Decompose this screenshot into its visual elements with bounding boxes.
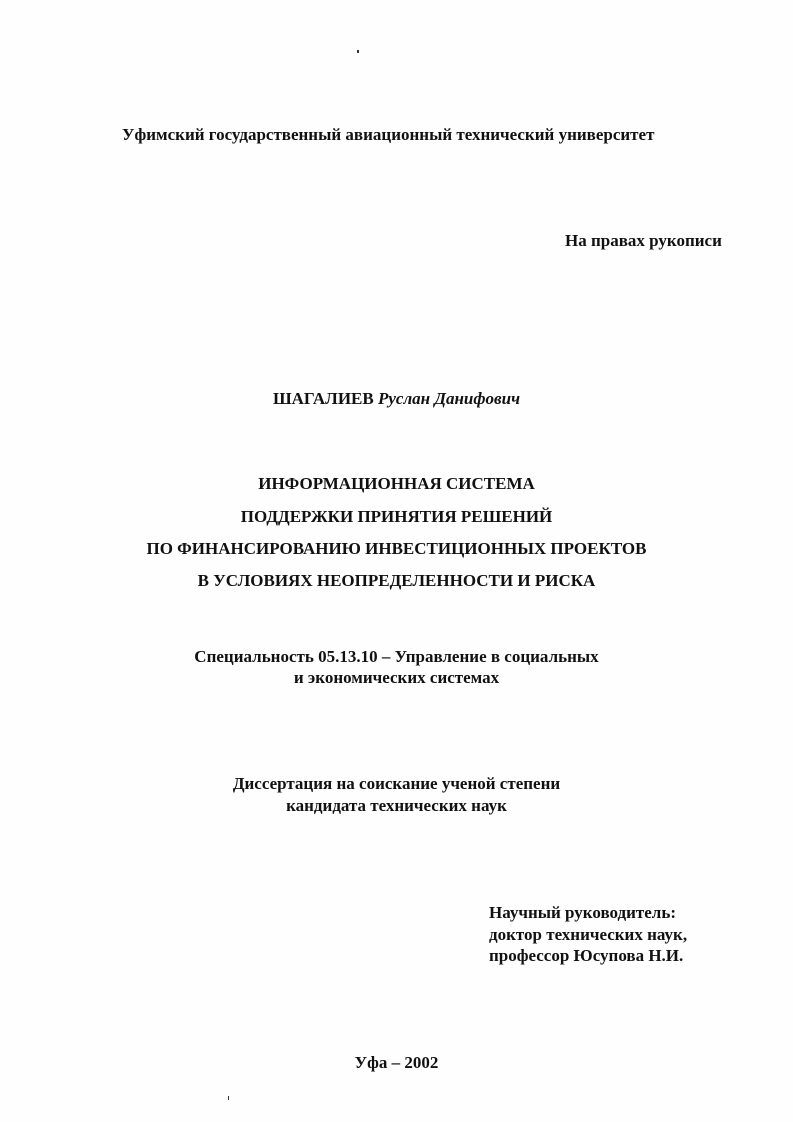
scan-speck — [357, 50, 359, 53]
degree-line: Диссертация на соискание ученой степени — [232, 774, 561, 793]
author-given-names: Руслан Данифович — [377, 389, 521, 408]
author-surname: ШАГАЛИЕВ — [272, 389, 374, 408]
title-line: ПОДДЕРЖКИ ПРИНЯТИЯ РЕШЕНИЙ — [240, 507, 553, 526]
specialty-line: Специальность 05.13.10 – Управление в социальных — [194, 647, 599, 666]
specialty-line: и экономических системах — [293, 668, 500, 687]
degree-line: кандидата технических наук — [286, 796, 507, 815]
university-name: Уфимский государственный авиационный технический университет — [122, 125, 655, 144]
scan-speck — [228, 1096, 229, 1100]
title-line: ИНФОРМАЦИОННАЯ СИСТЕМА — [258, 474, 535, 493]
supervisor-line: доктор технических наук, — [489, 925, 688, 944]
supervisor-line: Научный руководитель: — [489, 903, 676, 922]
supervisor-line: профессор Юсупова Н.И. — [489, 946, 684, 965]
title-line: ПО ФИНАНСИРОВАНИЮ ИНВЕСТИЦИОННЫХ ПРОЕКТОВ — [146, 539, 647, 558]
place-year: Уфа – 2002 — [354, 1053, 439, 1072]
title-line: В УСЛОВИЯХ НЕОПРЕДЕЛЕННОСТИ И РИСКА — [197, 571, 596, 590]
author-line — [0, 388, 793, 410]
manuscript-note: На правах рукописи — [565, 231, 722, 250]
